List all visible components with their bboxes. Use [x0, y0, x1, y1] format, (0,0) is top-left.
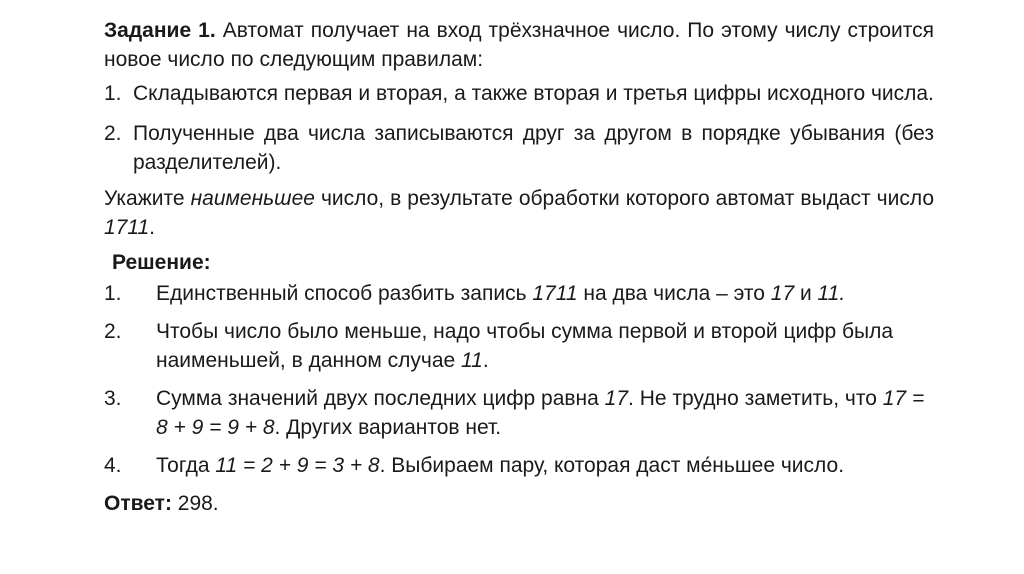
answer-label: Ответ: — [104, 492, 172, 515]
solution-heading: Решение: — [112, 251, 211, 274]
step-text: Сумма значений двух последних цифр равна — [156, 387, 605, 410]
question-number: 1711 — [104, 216, 150, 239]
step-equation: 11 = 2 + 9 = 3 + 8 — [215, 454, 380, 477]
task-label: Задание 1. — [104, 19, 216, 42]
step-number: 3. — [104, 387, 122, 410]
task-intro-text: Автомат получает на вход трёхзначное число. По этому числу строится новое число по следующим правилам: — [104, 19, 935, 71]
step-text: на два числа – это — [577, 282, 771, 305]
task-intro — [104, 16, 934, 74]
step-number-value: 17 — [604, 387, 629, 410]
answer-value: 298. — [171, 492, 219, 515]
step-number: 2. — [104, 320, 122, 343]
question-text: . — [149, 216, 156, 239]
step-number-value: 17 — [770, 282, 795, 305]
step-text: . — [482, 349, 489, 372]
slide-content — [104, 16, 934, 518]
answer-line — [104, 489, 934, 518]
step-number: 4. — [104, 454, 122, 477]
question-text: Укажите — [104, 187, 191, 210]
solution-steps — [104, 279, 934, 480]
rule-number: 2. — [104, 122, 122, 145]
step-text: . Других вариантов нет. — [274, 416, 502, 439]
step-text: . Не трудно заметить, что — [628, 387, 883, 410]
question-text: число, в результате обработки которого автомат выдаст число — [314, 187, 935, 210]
rule-item — [104, 79, 934, 108]
step-number-value: 11. — [817, 282, 846, 305]
step-text: и — [794, 282, 818, 305]
solution-step — [104, 451, 934, 480]
rules-list — [104, 79, 934, 177]
rule-number: 1. — [104, 82, 122, 105]
step-text: . Выбираем пару, которая даст ме́ньшее число. — [379, 454, 845, 477]
step-text: Чтобы число было меньше, надо чтобы сумма первой и второй цифр была наименьшей, в данном случае — [156, 320, 894, 372]
solution-step — [104, 384, 934, 442]
question-emphasis: наименьшее — [190, 187, 315, 210]
solution-step — [104, 279, 934, 308]
step-number-value: 1711 — [532, 282, 578, 305]
solution-step — [104, 317, 934, 375]
step-number-value: 11 — [461, 349, 483, 372]
task-question — [104, 184, 934, 242]
rule-item — [104, 119, 934, 177]
step-equation: 17 = 8 + 9 = 9 + 8 — [156, 387, 925, 439]
step-text: Единственный способ разбить запись — [156, 282, 533, 305]
step-number: 1. — [104, 282, 122, 305]
rule-text: Полученные два числа записываются друг за другом в порядке убывания (без разделителей). — [133, 122, 934, 174]
step-text: Тогда — [156, 454, 216, 477]
rule-text: Складываются первая и вторая, а также вторая и третья цифры исходного числа. — [133, 82, 934, 105]
